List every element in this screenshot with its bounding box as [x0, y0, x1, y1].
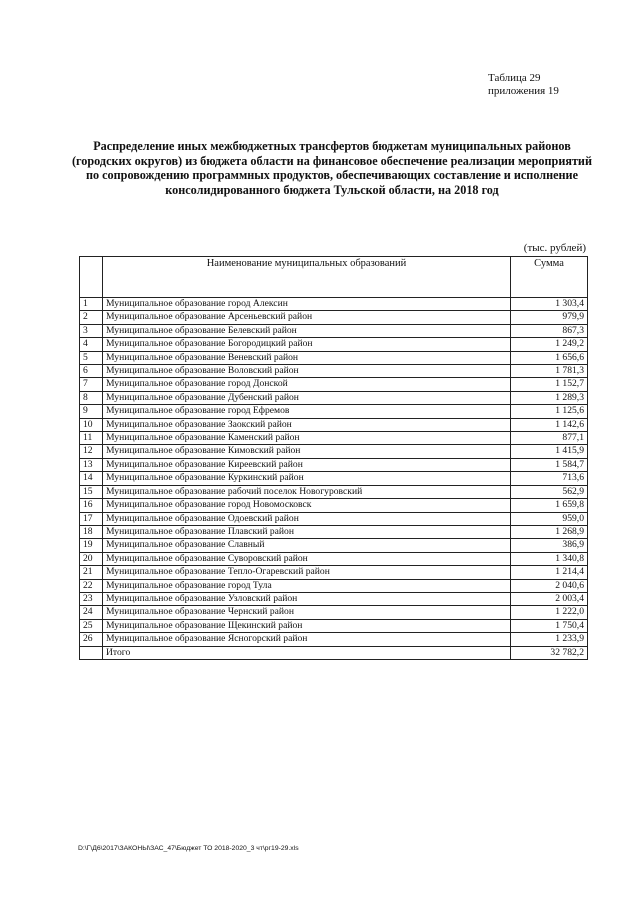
- municipality-name: Муниципальное образование Дубенский район: [103, 391, 511, 404]
- row-sum: 1 659,8: [511, 499, 588, 512]
- row-sum: 1 152,7: [511, 378, 588, 391]
- table-row: [80, 391, 588, 404]
- table-row: [80, 552, 588, 565]
- municipality-name: Муниципальное образование Куркинский район: [103, 472, 511, 485]
- row-sum: 877,1: [511, 432, 588, 445]
- table-row: [80, 499, 588, 512]
- table-body: [80, 298, 588, 647]
- row-sum: 1 214,4: [511, 566, 588, 579]
- row-number: 4: [80, 338, 103, 351]
- municipality-name: Муниципальное образование Кимовский район: [103, 445, 511, 458]
- municipality-name: Муниципальное образование город Тула: [103, 579, 511, 592]
- row-number: 6: [80, 365, 103, 378]
- row-sum: 2 003,4: [511, 592, 588, 605]
- municipality-name: Муниципальное образование Славный: [103, 539, 511, 552]
- row-number: 21: [80, 566, 103, 579]
- table-row: [80, 619, 588, 632]
- table-row: [80, 512, 588, 525]
- row-sum: 386,9: [511, 539, 588, 552]
- row-sum: 2 040,6: [511, 579, 588, 592]
- row-sum: 1 781,3: [511, 365, 588, 378]
- column-header-number: [80, 257, 103, 298]
- row-sum: 713,6: [511, 472, 588, 485]
- municipality-name: Муниципальное образование Воловский район: [103, 365, 511, 378]
- table-row: [80, 298, 588, 311]
- row-sum: 1 584,7: [511, 458, 588, 471]
- municipality-name: Муниципальное образование Суворовский район: [103, 552, 511, 565]
- table-row: [80, 311, 588, 324]
- table-row: [80, 458, 588, 471]
- row-sum: 1 656,6: [511, 351, 588, 364]
- row-number: 25: [80, 619, 103, 632]
- row-number: 15: [80, 485, 103, 498]
- municipality-name: Муниципальное образование Одоевский район: [103, 512, 511, 525]
- table-row: [80, 525, 588, 538]
- municipality-name: Муниципальное образование Тепло-Огаревский район: [103, 566, 511, 579]
- total-sum: 32 782,2: [511, 646, 588, 659]
- municipality-name: Муниципальное образование город Алексин: [103, 298, 511, 311]
- row-number: 1: [80, 298, 103, 311]
- row-number: 23: [80, 592, 103, 605]
- table-row: [80, 378, 588, 391]
- municipality-name: Муниципальное образование Плавский район: [103, 525, 511, 538]
- row-number: 2: [80, 311, 103, 324]
- municipality-name: Муниципальное образование Щекинский район: [103, 619, 511, 632]
- municipality-name: Муниципальное образование Узловский район: [103, 592, 511, 605]
- municipality-name: Муниципальное образование город Ефремов: [103, 405, 511, 418]
- municipality-name: Муниципальное образование Веневский район: [103, 351, 511, 364]
- document-title: Распределение иных межбюджетных трансфертов бюджетам муниципальных районов (городских округов) из бюджета области на финансовое обеспечение реализации мероприятий по сопровождению программных продуктов, обеспечивающих составление и исполнение консолидированного бюджета Тульской области, на 2018 год: [72, 139, 592, 197]
- total-row-number: [80, 646, 103, 659]
- table-header-row: [80, 257, 588, 298]
- row-number: 9: [80, 405, 103, 418]
- appendix-number: приложения 19: [488, 85, 559, 97]
- row-number: 14: [80, 472, 103, 485]
- table-row: [80, 418, 588, 431]
- row-sum: 1 340,8: [511, 552, 588, 565]
- row-number: 8: [80, 391, 103, 404]
- row-number: 11: [80, 432, 103, 445]
- row-sum: 1 233,9: [511, 633, 588, 646]
- table-row: [80, 472, 588, 485]
- row-number: 12: [80, 445, 103, 458]
- table-row: [80, 592, 588, 605]
- row-sum: 1 142,6: [511, 418, 588, 431]
- table-row: [80, 432, 588, 445]
- row-number: 24: [80, 606, 103, 619]
- table-row: [80, 351, 588, 364]
- row-sum: 1 249,2: [511, 338, 588, 351]
- column-header-name: Наименование муниципальных образований: [103, 257, 511, 298]
- row-sum: 1 268,9: [511, 525, 588, 538]
- row-sum: 562,9: [511, 485, 588, 498]
- table-row: [80, 324, 588, 337]
- municipality-name: Муниципальное образование Богородицкий район: [103, 338, 511, 351]
- table-reference: [488, 72, 588, 98]
- total-row: [80, 646, 588, 659]
- row-sum: 867,3: [511, 324, 588, 337]
- municipality-name: Муниципальное образование город Донской: [103, 378, 511, 391]
- budget-table: [79, 256, 588, 660]
- units-label: (тыс. рублей): [523, 242, 586, 254]
- file-path: D:\Г\Д6\2017\ЗАКОНЫ\ЗАС_47\Бюджет ТО 2018-2020_3 чт\рг19-29.xls: [78, 845, 299, 852]
- municipality-name: Муниципальное образование Заокский район: [103, 418, 511, 431]
- row-number: 17: [80, 512, 103, 525]
- table-row: [80, 445, 588, 458]
- row-sum: 1 415,9: [511, 445, 588, 458]
- row-number: 18: [80, 525, 103, 538]
- table-row: [80, 579, 588, 592]
- row-number: 20: [80, 552, 103, 565]
- row-number: 5: [80, 351, 103, 364]
- row-sum: 1 222,0: [511, 606, 588, 619]
- municipality-name: Муниципальное образование Чернский район: [103, 606, 511, 619]
- row-number: 10: [80, 418, 103, 431]
- table-row: [80, 338, 588, 351]
- row-number: 19: [80, 539, 103, 552]
- municipality-name: Муниципальное образование Каменский район: [103, 432, 511, 445]
- table-row: [80, 485, 588, 498]
- table-row: [80, 566, 588, 579]
- municipality-name: Муниципальное образование рабочий поселок Новогуровский: [103, 485, 511, 498]
- total-label: Итого: [103, 646, 511, 659]
- row-sum: 1 750,4: [511, 619, 588, 632]
- table-row: [80, 405, 588, 418]
- table-row: [80, 633, 588, 646]
- row-sum: 1 303,4: [511, 298, 588, 311]
- row-sum: 1 289,3: [511, 391, 588, 404]
- table-row: [80, 539, 588, 552]
- row-sum: 1 125,6: [511, 405, 588, 418]
- municipality-name: Муниципальное образование Арсеньевский район: [103, 311, 511, 324]
- municipality-name: Муниципальное образование Киреевский район: [103, 458, 511, 471]
- table-number: Таблица 29: [488, 72, 541, 84]
- row-number: 22: [80, 579, 103, 592]
- table-row: [80, 365, 588, 378]
- municipality-name: Муниципальное образование город Новомосковск: [103, 499, 511, 512]
- row-number: 26: [80, 633, 103, 646]
- table-row: [80, 606, 588, 619]
- column-header-sum: Сумма: [511, 257, 588, 298]
- row-number: 13: [80, 458, 103, 471]
- row-sum: 979,9: [511, 311, 588, 324]
- row-number: 3: [80, 324, 103, 337]
- municipality-name: Муниципальное образование Ясногорский район: [103, 633, 511, 646]
- municipality-name: Муниципальное образование Белевский район: [103, 324, 511, 337]
- row-number: 7: [80, 378, 103, 391]
- row-number: 16: [80, 499, 103, 512]
- row-sum: 959,0: [511, 512, 588, 525]
